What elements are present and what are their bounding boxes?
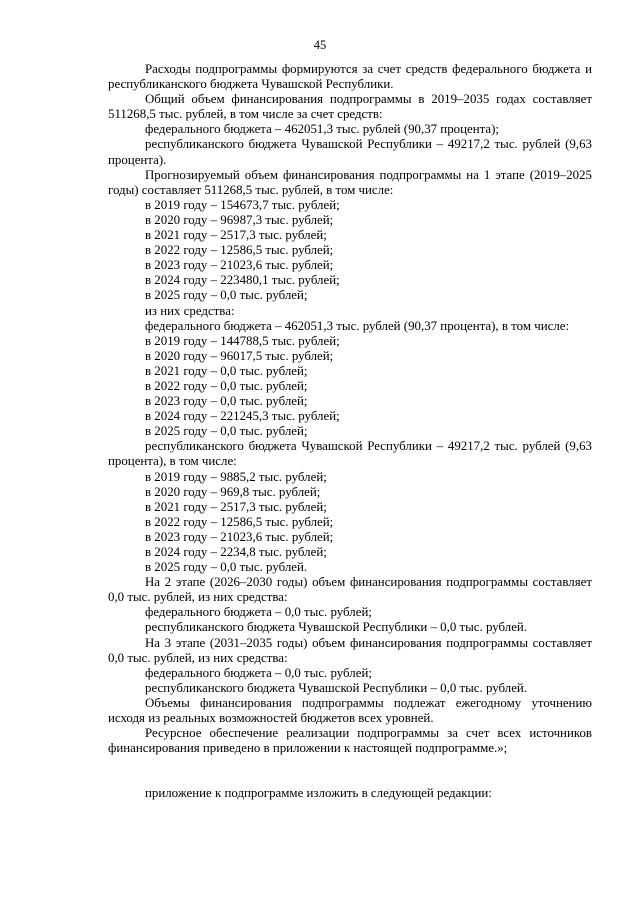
paragraph-republican-budget: республиканского бюджета Чувашской Республики – 49217,2 тыс. рублей (9,63 процента), в том числе: <box>108 439 592 469</box>
list-item: в 2020 году – 96017,5 тыс. рублей; <box>145 348 334 363</box>
list-item: в 2022 году – 0,0 тыс. рублей; <box>145 378 308 393</box>
document-body <box>108 62 592 801</box>
list-item: в 2021 году – 0,0 тыс. рублей; <box>145 363 308 378</box>
list-item: в 2019 году – 144788,5 тыс. рублей; <box>145 333 340 348</box>
paragraph-stage2: На 2 этапе (2026–2030 годы) объем финансирования подпрограммы составляет 0,0 тыс. рублей, из них средства: <box>108 575 592 605</box>
paragraph-resources: Ресурсное обеспечение реализации подпрограммы за счет всех источников финансирования приведено в приложении к настоящей подпрограмме.»; <box>108 726 592 756</box>
paragraph-expenses: Расходы подпрограммы формируются за счет средств федерального бюджета и республиканского бюджета Чувашской Республики. <box>108 62 592 92</box>
list-years-total <box>108 198 592 304</box>
list-item: в 2019 году – 154673,7 тыс. рублей; <box>145 197 340 212</box>
line-stage3-federal: федерального бюджета – 0,0 тыс. рублей; <box>145 665 372 680</box>
paragraph-annex: приложение к подпрограмме изложить в следующей редакции: <box>145 786 492 801</box>
list-item: в 2025 году – 0,0 тыс. рублей; <box>145 288 308 303</box>
paragraph-volumes: Объемы финансирования подпрограммы подлежат ежегодному уточнению исходя из реальных возможностей бюджетов всех уровней. <box>108 695 592 726</box>
line-stage2-federal: федерального бюджета – 0,0 тыс. рублей; <box>145 605 372 620</box>
list-years-federal <box>108 334 592 440</box>
paragraph-federal-budget: федерального бюджета – 462051,3 тыс. рублей (90,37 процента), в том числе: <box>145 318 570 333</box>
list-item: в 2022 году – 12586,5 тыс. рублей; <box>145 243 334 258</box>
line-republican-share: республиканского бюджета Чувашской Республики – 49217,2 тыс. рублей (9,63 процента). <box>108 137 592 167</box>
list-item: в 2024 году – 223480,1 тыс. рублей; <box>145 273 340 288</box>
paragraph-stage1: Прогнозируемый объем финансирования подпрограммы на 1 этапе (2019–2025 годы) составляет 511268,5 тыс. рублей, в том числе: <box>108 167 592 197</box>
line-federal-share: федерального бюджета – 462051,3 тыс. рублей (90,37 процента); <box>145 122 500 137</box>
list-item: в 2023 году – 21023,6 тыс. рублей; <box>145 529 334 544</box>
list-item: в 2019 году – 9885,2 тыс. рублей; <box>145 469 327 484</box>
spacer <box>108 756 592 786</box>
list-item: в 2020 году – 96987,3 тыс. рублей; <box>145 212 334 227</box>
line-stage3-republican: республиканского бюджета Чувашской Республики – 0,0 тыс. рублей. <box>145 680 528 695</box>
paragraph-stage3: На 3 этапе (2031–2035 годы) объем финансирования подпрограммы составляет 0,0 тыс. рублей, из них средства: <box>108 635 592 665</box>
line-from-them: из них средства: <box>145 303 235 318</box>
list-item: в 2023 году – 21023,6 тыс. рублей; <box>145 258 334 273</box>
list-item: в 2023 году – 0,0 тыс. рублей; <box>145 394 308 409</box>
list-item: в 2025 году – 0,0 тыс. рублей. <box>145 560 308 575</box>
list-item: в 2024 году – 221245,3 тыс. рублей; <box>145 409 340 424</box>
line-stage2-republican: республиканского бюджета Чувашской Республики – 0,0 тыс. рублей. <box>145 620 528 635</box>
page-number: 45 <box>313 38 327 52</box>
list-item: в 2021 году – 2517,3 тыс. рублей; <box>145 499 327 514</box>
list-item: в 2022 году – 12586,5 тыс. рублей; <box>145 514 334 529</box>
list-item: в 2024 году – 2234,8 тыс. рублей; <box>145 545 327 559</box>
list-years-republican <box>108 470 592 576</box>
list-item: в 2025 году – 0,0 тыс. рублей; <box>145 424 308 439</box>
list-item: в 2020 году – 969,8 тыс. рублей; <box>145 484 321 499</box>
list-item: в 2021 году – 2517,3 тыс. рублей; <box>145 228 327 243</box>
paragraph-total-volume: Общий объем финансирования подпрограммы в 2019–2035 годах составляет 511268,5 тыс. рублей, в том числе за счет средств: <box>108 92 592 122</box>
